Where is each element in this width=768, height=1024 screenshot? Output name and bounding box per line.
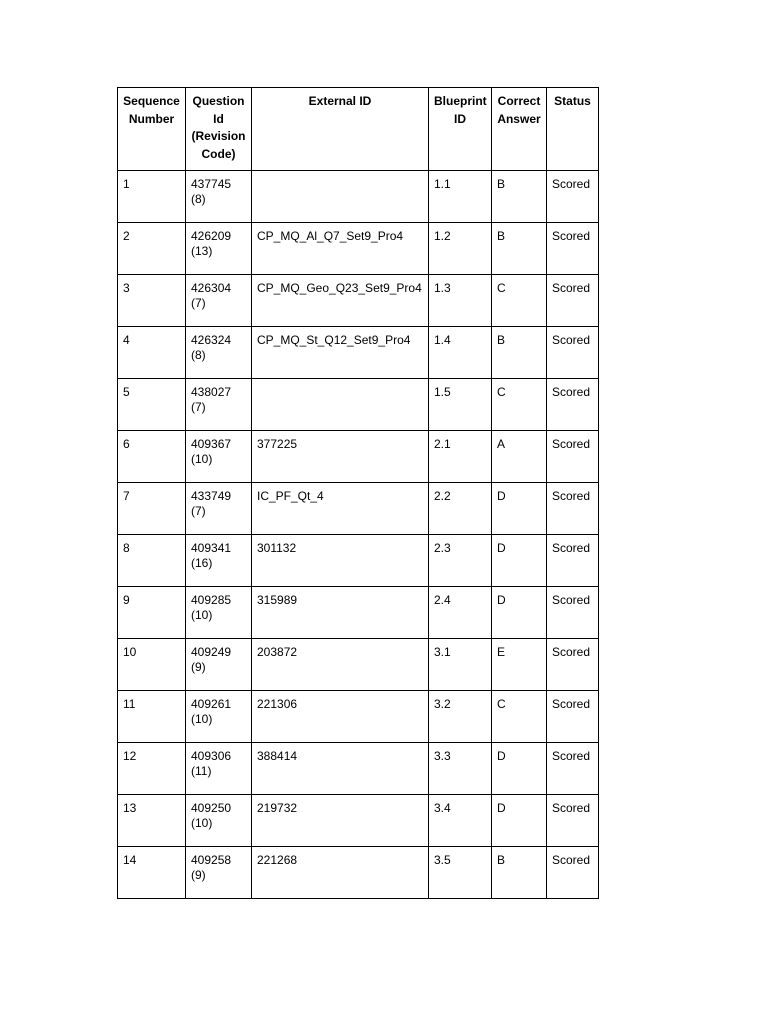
cell-question-id (186, 483, 252, 535)
cell-question-id-line: (16) (191, 556, 213, 570)
cell-blueprint-id: 3.4 (429, 795, 492, 847)
header-question-id (186, 88, 252, 171)
cell-question-id-line: (7) (191, 296, 206, 310)
cell-correct-answer: D (492, 535, 547, 587)
table-row (118, 223, 599, 275)
cell-question-id (186, 587, 252, 639)
cell-sequence-number: 14 (118, 847, 186, 899)
cell-external-id (252, 379, 429, 431)
cell-blueprint-id: 1.3 (429, 275, 492, 327)
cell-question-id (186, 379, 252, 431)
cell-correct-answer: B (492, 847, 547, 899)
cell-sequence-number: 2 (118, 223, 186, 275)
cell-correct-answer: B (492, 171, 547, 223)
table-row (118, 379, 599, 431)
cell-question-id (186, 171, 252, 223)
table-row (118, 795, 599, 847)
cell-external-id: CP_MQ_St_Q12_Set9_Pro4 (252, 327, 429, 379)
table-row (118, 691, 599, 743)
cell-question-id-line: 409285 (191, 593, 232, 607)
cell-correct-answer: D (492, 587, 547, 639)
cell-question-id-line: (10) (191, 816, 213, 830)
cell-status: Scored (547, 847, 599, 899)
cell-external-id: IC_PF_Qt_4 (252, 483, 429, 535)
cell-sequence-number: 4 (118, 327, 186, 379)
table-row (118, 275, 599, 327)
cell-question-id (186, 275, 252, 327)
cell-question-id (186, 327, 252, 379)
cell-sequence-number: 1 (118, 171, 186, 223)
header-text: (Revision (191, 129, 246, 143)
cell-status: Scored (547, 223, 599, 275)
cell-correct-answer: C (492, 275, 547, 327)
cell-question-id-line: (11) (191, 764, 212, 778)
cell-question-id-line: 409367 (191, 437, 232, 451)
cell-question-id-line: (10) (191, 608, 213, 622)
cell-blueprint-id: 2.3 (429, 535, 492, 587)
cell-question-id-line: (7) (191, 504, 206, 518)
cell-question-id-line: 426324 (191, 333, 232, 347)
cell-blueprint-id: 3.1 (429, 639, 492, 691)
cell-correct-answer: C (492, 379, 547, 431)
cell-external-id: 388414 (252, 743, 429, 795)
cell-question-id-line: 426304 (191, 281, 232, 295)
cell-question-id-line: 409261 (191, 697, 232, 711)
cell-question-id (186, 795, 252, 847)
cell-blueprint-id: 1.5 (429, 379, 492, 431)
cell-status: Scored (547, 587, 599, 639)
header-text: Question (192, 94, 245, 108)
table-row (118, 587, 599, 639)
cell-question-id-line: (7) (191, 400, 206, 414)
cell-external-id: 219732 (252, 795, 429, 847)
cell-external-id: 203872 (252, 639, 429, 691)
cell-external-id: 301132 (252, 535, 429, 587)
question-items-table (117, 87, 599, 899)
table-row (118, 327, 599, 379)
cell-blueprint-id: 3.2 (429, 691, 492, 743)
cell-blueprint-id: 1.2 (429, 223, 492, 275)
header-text: Status (554, 94, 591, 108)
cell-external-id: 377225 (252, 431, 429, 483)
cell-blueprint-id: 2.1 (429, 431, 492, 483)
cell-status: Scored (547, 171, 599, 223)
cell-status: Scored (547, 379, 599, 431)
cell-status: Scored (547, 691, 599, 743)
cell-question-id-line: 409249 (191, 645, 232, 659)
cell-status: Scored (547, 795, 599, 847)
cell-sequence-number: 5 (118, 379, 186, 431)
table-header-row (118, 88, 599, 171)
cell-question-id-line: (8) (191, 348, 206, 362)
cell-status: Scored (547, 483, 599, 535)
cell-correct-answer: D (492, 795, 547, 847)
header-text: Code) (201, 146, 236, 161)
cell-correct-answer: C (492, 691, 547, 743)
cell-sequence-number: 13 (118, 795, 186, 847)
cell-question-id (186, 535, 252, 587)
cell-external-id (252, 171, 429, 223)
header-text: External ID (308, 94, 372, 108)
cell-sequence-number: 6 (118, 431, 186, 483)
cell-external-id: 221268 (252, 847, 429, 899)
cell-correct-answer: B (492, 327, 547, 379)
cell-blueprint-id: 1.4 (429, 327, 492, 379)
cell-question-id (186, 639, 252, 691)
cell-question-id-line: (10) (191, 452, 213, 466)
cell-correct-answer: E (492, 639, 547, 691)
cell-question-id-line: 426209 (191, 229, 232, 243)
cell-external-id: 315989 (252, 587, 429, 639)
table-row (118, 639, 599, 691)
cell-question-id (186, 691, 252, 743)
cell-sequence-number: 11 (118, 691, 186, 743)
header-text: Sequence (123, 94, 180, 108)
cell-sequence-number: 7 (118, 483, 186, 535)
cell-question-id (186, 743, 252, 795)
table-row (118, 535, 599, 587)
cell-status: Scored (547, 639, 599, 691)
cell-question-id-line: (8) (191, 192, 206, 206)
cell-blueprint-id: 2.4 (429, 587, 492, 639)
cell-sequence-number: 9 (118, 587, 186, 639)
header-status (547, 88, 599, 171)
cell-blueprint-id: 2.2 (429, 483, 492, 535)
cell-question-id (186, 431, 252, 483)
table-body (118, 171, 599, 899)
cell-status: Scored (547, 431, 599, 483)
header-blueprint-id (429, 88, 492, 171)
cell-question-id (186, 223, 252, 275)
cell-sequence-number: 12 (118, 743, 186, 795)
cell-blueprint-id: 1.1 (429, 171, 492, 223)
cell-question-id-line: 438027 (191, 385, 232, 399)
cell-question-id-line: 409341 (191, 541, 232, 555)
cell-question-id (186, 847, 252, 899)
cell-sequence-number: 3 (118, 275, 186, 327)
header-text: Correct (497, 94, 541, 108)
cell-blueprint-id: 3.5 (429, 847, 492, 899)
header-text: Answer (497, 111, 541, 126)
cell-correct-answer: B (492, 223, 547, 275)
cell-sequence-number: 10 (118, 639, 186, 691)
header-text: Id (213, 111, 224, 126)
cell-question-id-line: 437745 (191, 177, 232, 191)
cell-sequence-number: 8 (118, 535, 186, 587)
header-correct-answer (492, 88, 547, 171)
header-external-id (252, 88, 429, 171)
cell-question-id-line: (9) (191, 660, 206, 674)
cell-correct-answer: A (492, 431, 547, 483)
table-row (118, 743, 599, 795)
header-text: Number (128, 111, 175, 126)
cell-question-id-line: (9) (191, 868, 206, 882)
cell-external-id: 221306 (252, 691, 429, 743)
cell-question-id-line: 409306 (191, 749, 232, 763)
cell-question-id-line: 433749 (191, 489, 232, 503)
header-text: ID (454, 111, 466, 126)
cell-blueprint-id: 3.3 (429, 743, 492, 795)
cell-question-id-line: 409250 (191, 801, 232, 815)
table-row (118, 431, 599, 483)
cell-status: Scored (547, 327, 599, 379)
cell-question-id-line: (13) (191, 244, 213, 258)
header-text: Blueprint (434, 94, 487, 108)
cell-question-id-line: (10) (191, 712, 213, 726)
cell-correct-answer: D (492, 743, 547, 795)
cell-status: Scored (547, 275, 599, 327)
cell-status: Scored (547, 743, 599, 795)
cell-question-id-line: 409258 (191, 853, 232, 867)
cell-status: Scored (547, 535, 599, 587)
table-row (118, 847, 599, 899)
table-row (118, 483, 599, 535)
table-row (118, 171, 599, 223)
header-sequence-number (118, 88, 186, 171)
cell-external-id: CP_MQ_Geo_Q23_Set9_Pro4 (252, 275, 429, 327)
cell-external-id: CP_MQ_Al_Q7_Set9_Pro4 (252, 223, 429, 275)
cell-correct-answer: D (492, 483, 547, 535)
